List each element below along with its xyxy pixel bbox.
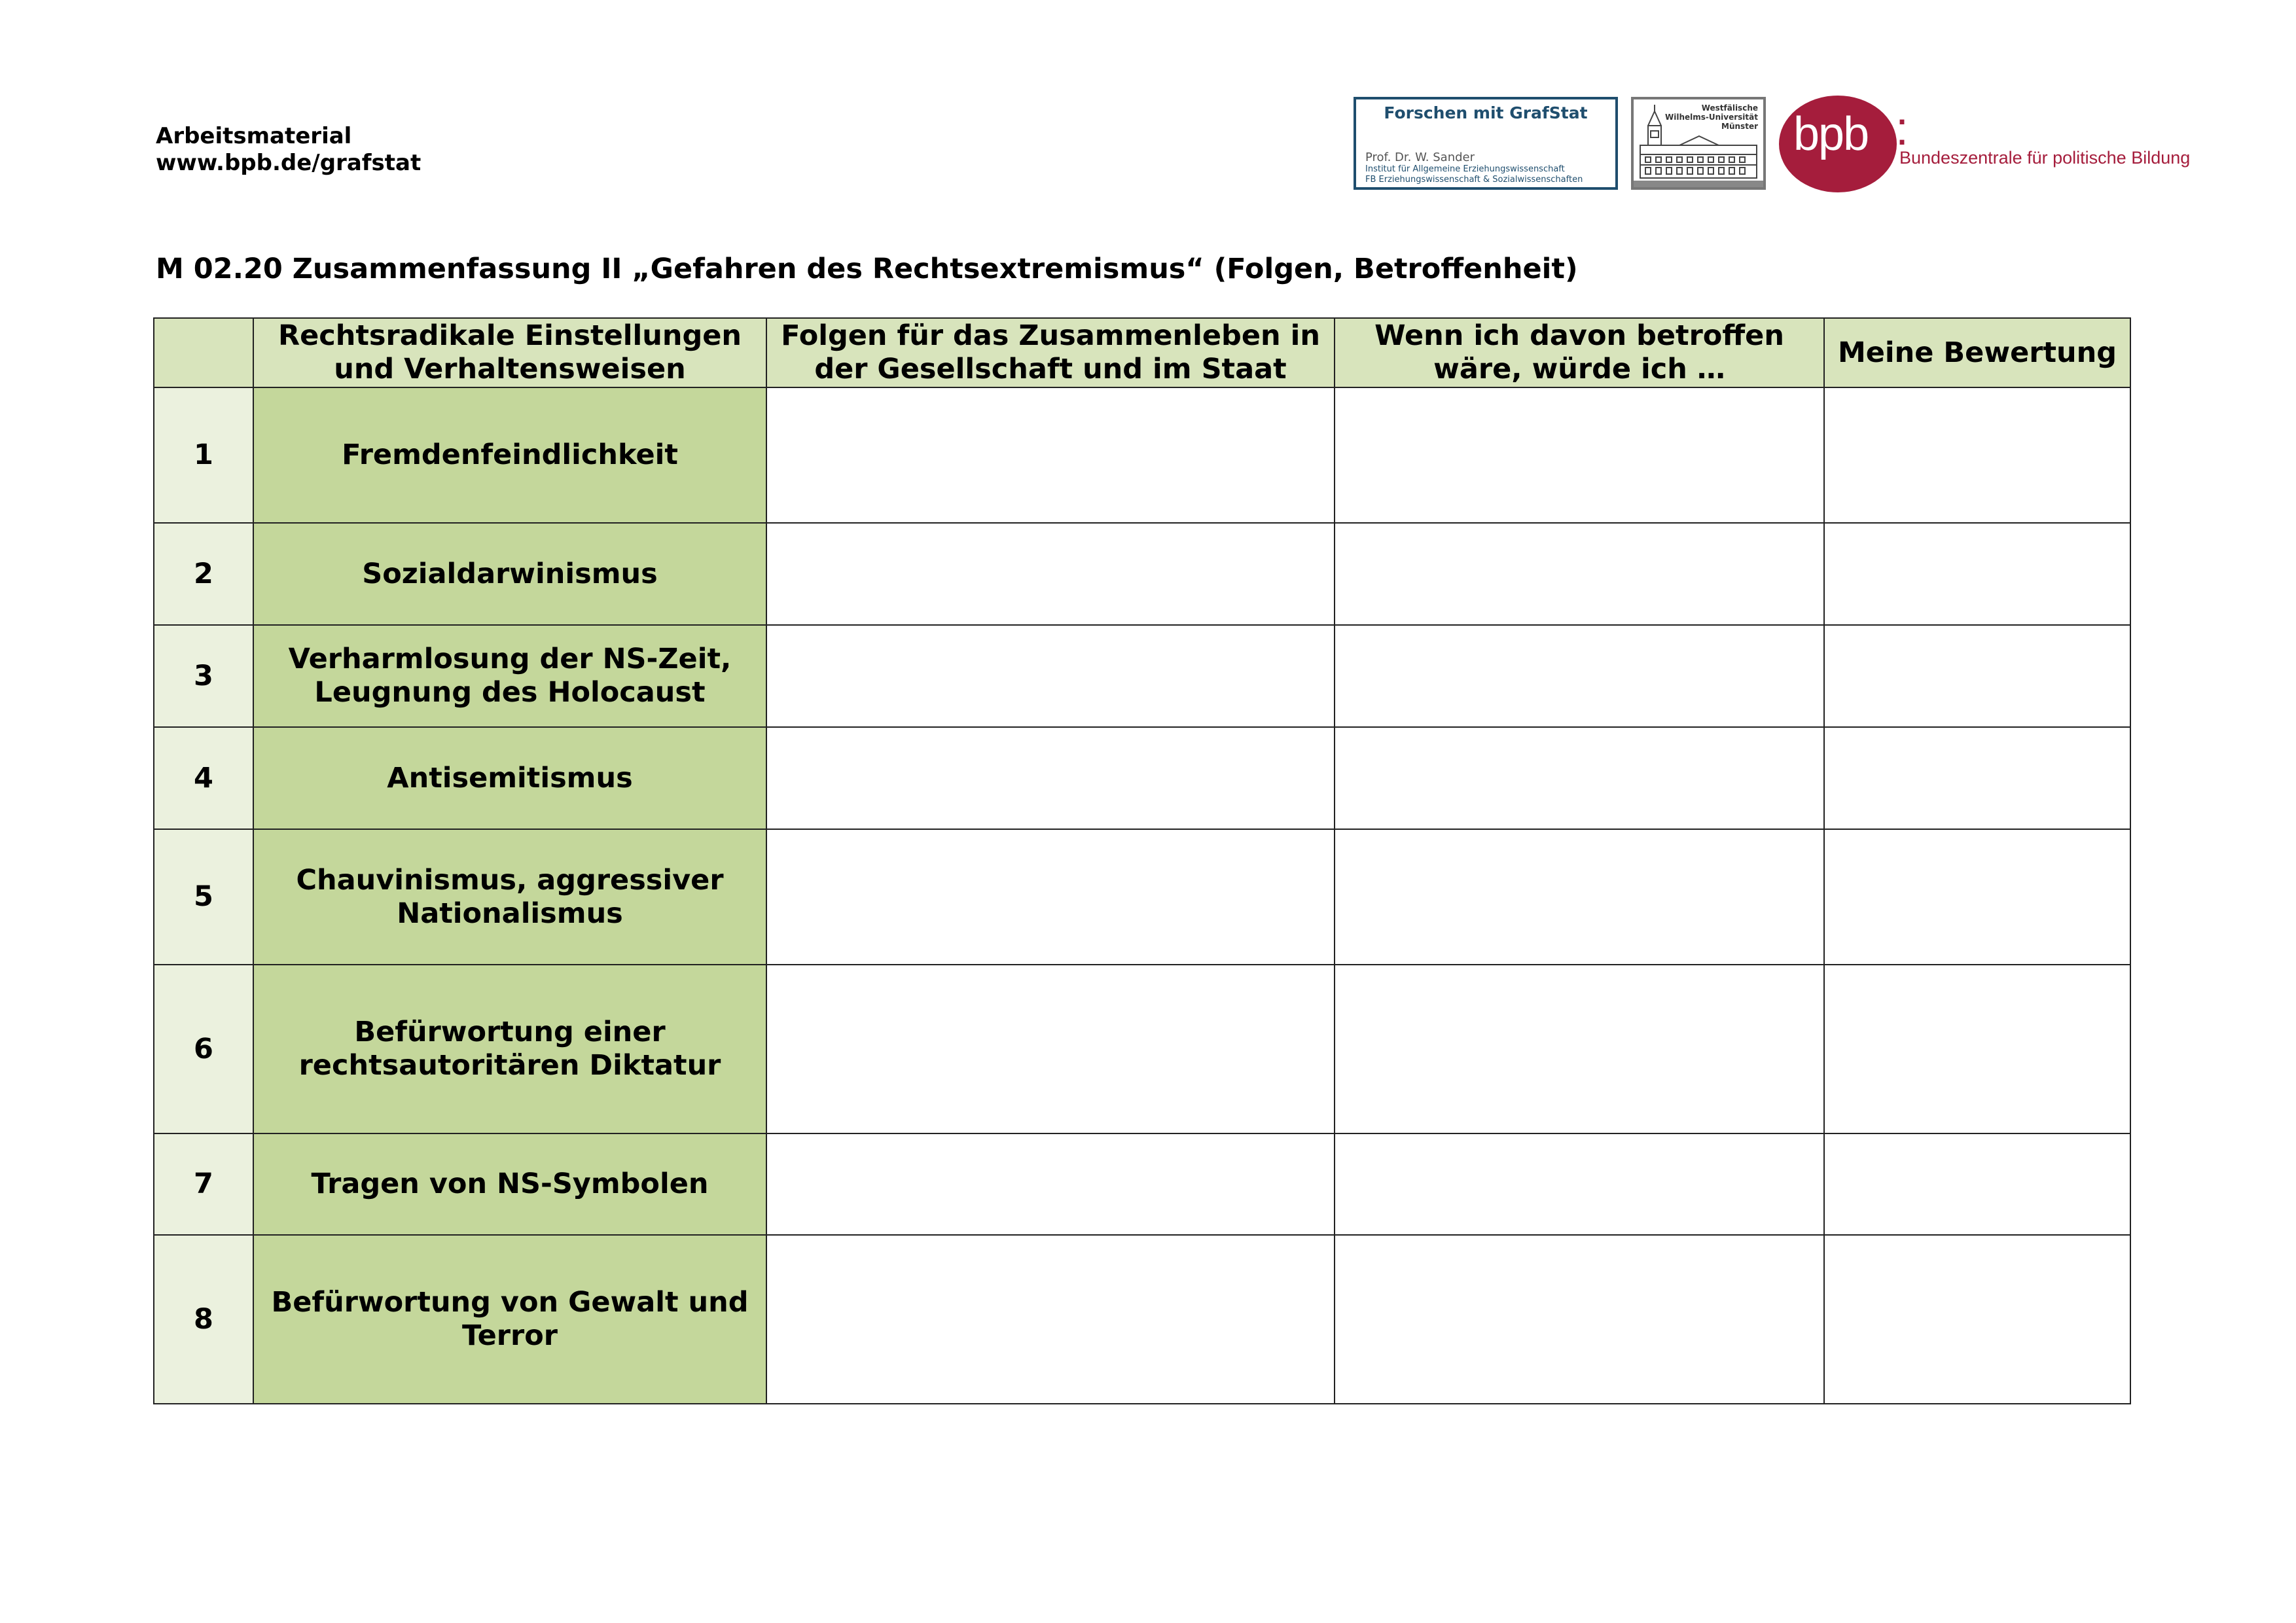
- answer-cell-if-affected[interactable]: [1335, 829, 1824, 965]
- university-logo-text: Westfälische Wilhelms-Universität Münster: [1665, 103, 1758, 131]
- university-logo: [1631, 97, 1766, 190]
- header-cell-consequences: Folgen für das Zusammenleben in der Gesellschaft und im Staat: [766, 318, 1335, 387]
- row-label: Chauvinismus, aggressiver Nationalismus: [253, 829, 766, 965]
- answer-cell-consequences[interactable]: [766, 829, 1335, 965]
- worksheet-table: [153, 317, 2131, 1404]
- material-label: Arbeitsmaterial: [156, 123, 352, 149]
- header-info: [156, 123, 421, 177]
- table-header-row: [154, 318, 2130, 387]
- table-row: [154, 625, 2130, 727]
- row-label: Verharmlosung der NS-Zeit, Leugnung des Holocaust: [253, 625, 766, 727]
- bpb-logo-subtitle: Bundeszentrale für politische Bildung: [1899, 148, 2191, 168]
- row-number: 7: [154, 1133, 253, 1235]
- answer-cell-consequences[interactable]: [766, 523, 1335, 625]
- answer-cell-if-affected[interactable]: [1335, 1133, 1824, 1235]
- answer-cell-consequences[interactable]: [766, 1133, 1335, 1235]
- header-cell-if-affected: Wenn ich davon betroffen wäre, würde ich …: [1335, 318, 1824, 387]
- answer-cell-if-affected[interactable]: [1335, 1235, 1824, 1404]
- table-row: [154, 965, 2130, 1133]
- answer-cell-rating[interactable]: [1824, 965, 2130, 1133]
- row-number: 2: [154, 523, 253, 625]
- answer-cell-if-affected[interactable]: [1335, 625, 1824, 727]
- table-row: [154, 1235, 2130, 1404]
- answer-cell-rating[interactable]: [1824, 387, 2130, 523]
- grafstat-logo-author: Prof. Dr. W. Sander: [1365, 151, 1475, 164]
- row-label: Befürwortung einer rechtsautoritären Diktatur: [253, 965, 766, 1133]
- row-label: Fremdenfeindlichkeit: [253, 387, 766, 523]
- answer-cell-consequences[interactable]: [766, 387, 1335, 523]
- answer-cell-consequences[interactable]: [766, 727, 1335, 829]
- answer-cell-if-affected[interactable]: [1335, 523, 1824, 625]
- table-row: [154, 523, 2130, 625]
- row-number: 3: [154, 625, 253, 727]
- answer-cell-rating[interactable]: [1824, 1235, 2130, 1404]
- grafstat-logo-title: Forschen mit GrafStat: [1384, 103, 1588, 122]
- row-label: Tragen von NS-Symbolen: [253, 1133, 766, 1235]
- row-number: 5: [154, 829, 253, 965]
- answer-cell-consequences[interactable]: [766, 1235, 1335, 1404]
- grafstat-logo-institute: Institut für Allgemeine Erziehungswissenschaft: [1365, 164, 1565, 174]
- answer-cell-rating[interactable]: [1824, 727, 2130, 829]
- header-cell-rating: Meine Bewertung: [1824, 318, 2130, 387]
- row-label: Antisemitismus: [253, 727, 766, 829]
- row-number: 6: [154, 965, 253, 1133]
- source-url: www.bpb.de/grafstat: [156, 150, 422, 176]
- answer-cell-if-affected[interactable]: [1335, 727, 1824, 829]
- bpb-logo: [1779, 96, 2198, 194]
- bpb-logo-colon: :: [1895, 103, 1909, 155]
- row-number: 8: [154, 1235, 253, 1404]
- table-row: [154, 1133, 2130, 1235]
- row-label: Befürwortung von Gewalt und Terror: [253, 1235, 766, 1404]
- answer-cell-if-affected[interactable]: [1335, 387, 1824, 523]
- grafstat-logo: [1354, 97, 1618, 190]
- row-number: 4: [154, 727, 253, 829]
- answer-cell-consequences[interactable]: [766, 965, 1335, 1133]
- answer-cell-rating[interactable]: [1824, 1133, 2130, 1235]
- header-cell-attitudes: Rechtsradikale Einstellungen und Verhaltensweisen: [253, 318, 766, 387]
- answer-cell-rating[interactable]: [1824, 829, 2130, 965]
- row-label: Sozialdarwinismus: [253, 523, 766, 625]
- grafstat-logo-department: FB Erziehungswissenschaft & Sozialwissenschaften: [1365, 175, 1583, 185]
- table-row: [154, 829, 2130, 965]
- answer-cell-if-affected[interactable]: [1335, 965, 1824, 1133]
- row-number: 1: [154, 387, 253, 523]
- table-row: [154, 727, 2130, 829]
- answer-cell-consequences[interactable]: [766, 625, 1335, 727]
- header-cell-number: [154, 318, 253, 387]
- answer-cell-rating[interactable]: [1824, 625, 2130, 727]
- document-title: M 02.20 Zusammenfassung II „Gefahren des Rechtsextremismus“ (Folgen, Betroffenheit): [156, 253, 1578, 285]
- answer-cell-rating[interactable]: [1824, 523, 2130, 625]
- table-row: [154, 387, 2130, 523]
- bpb-logo-wordmark: bpb: [1793, 108, 1869, 160]
